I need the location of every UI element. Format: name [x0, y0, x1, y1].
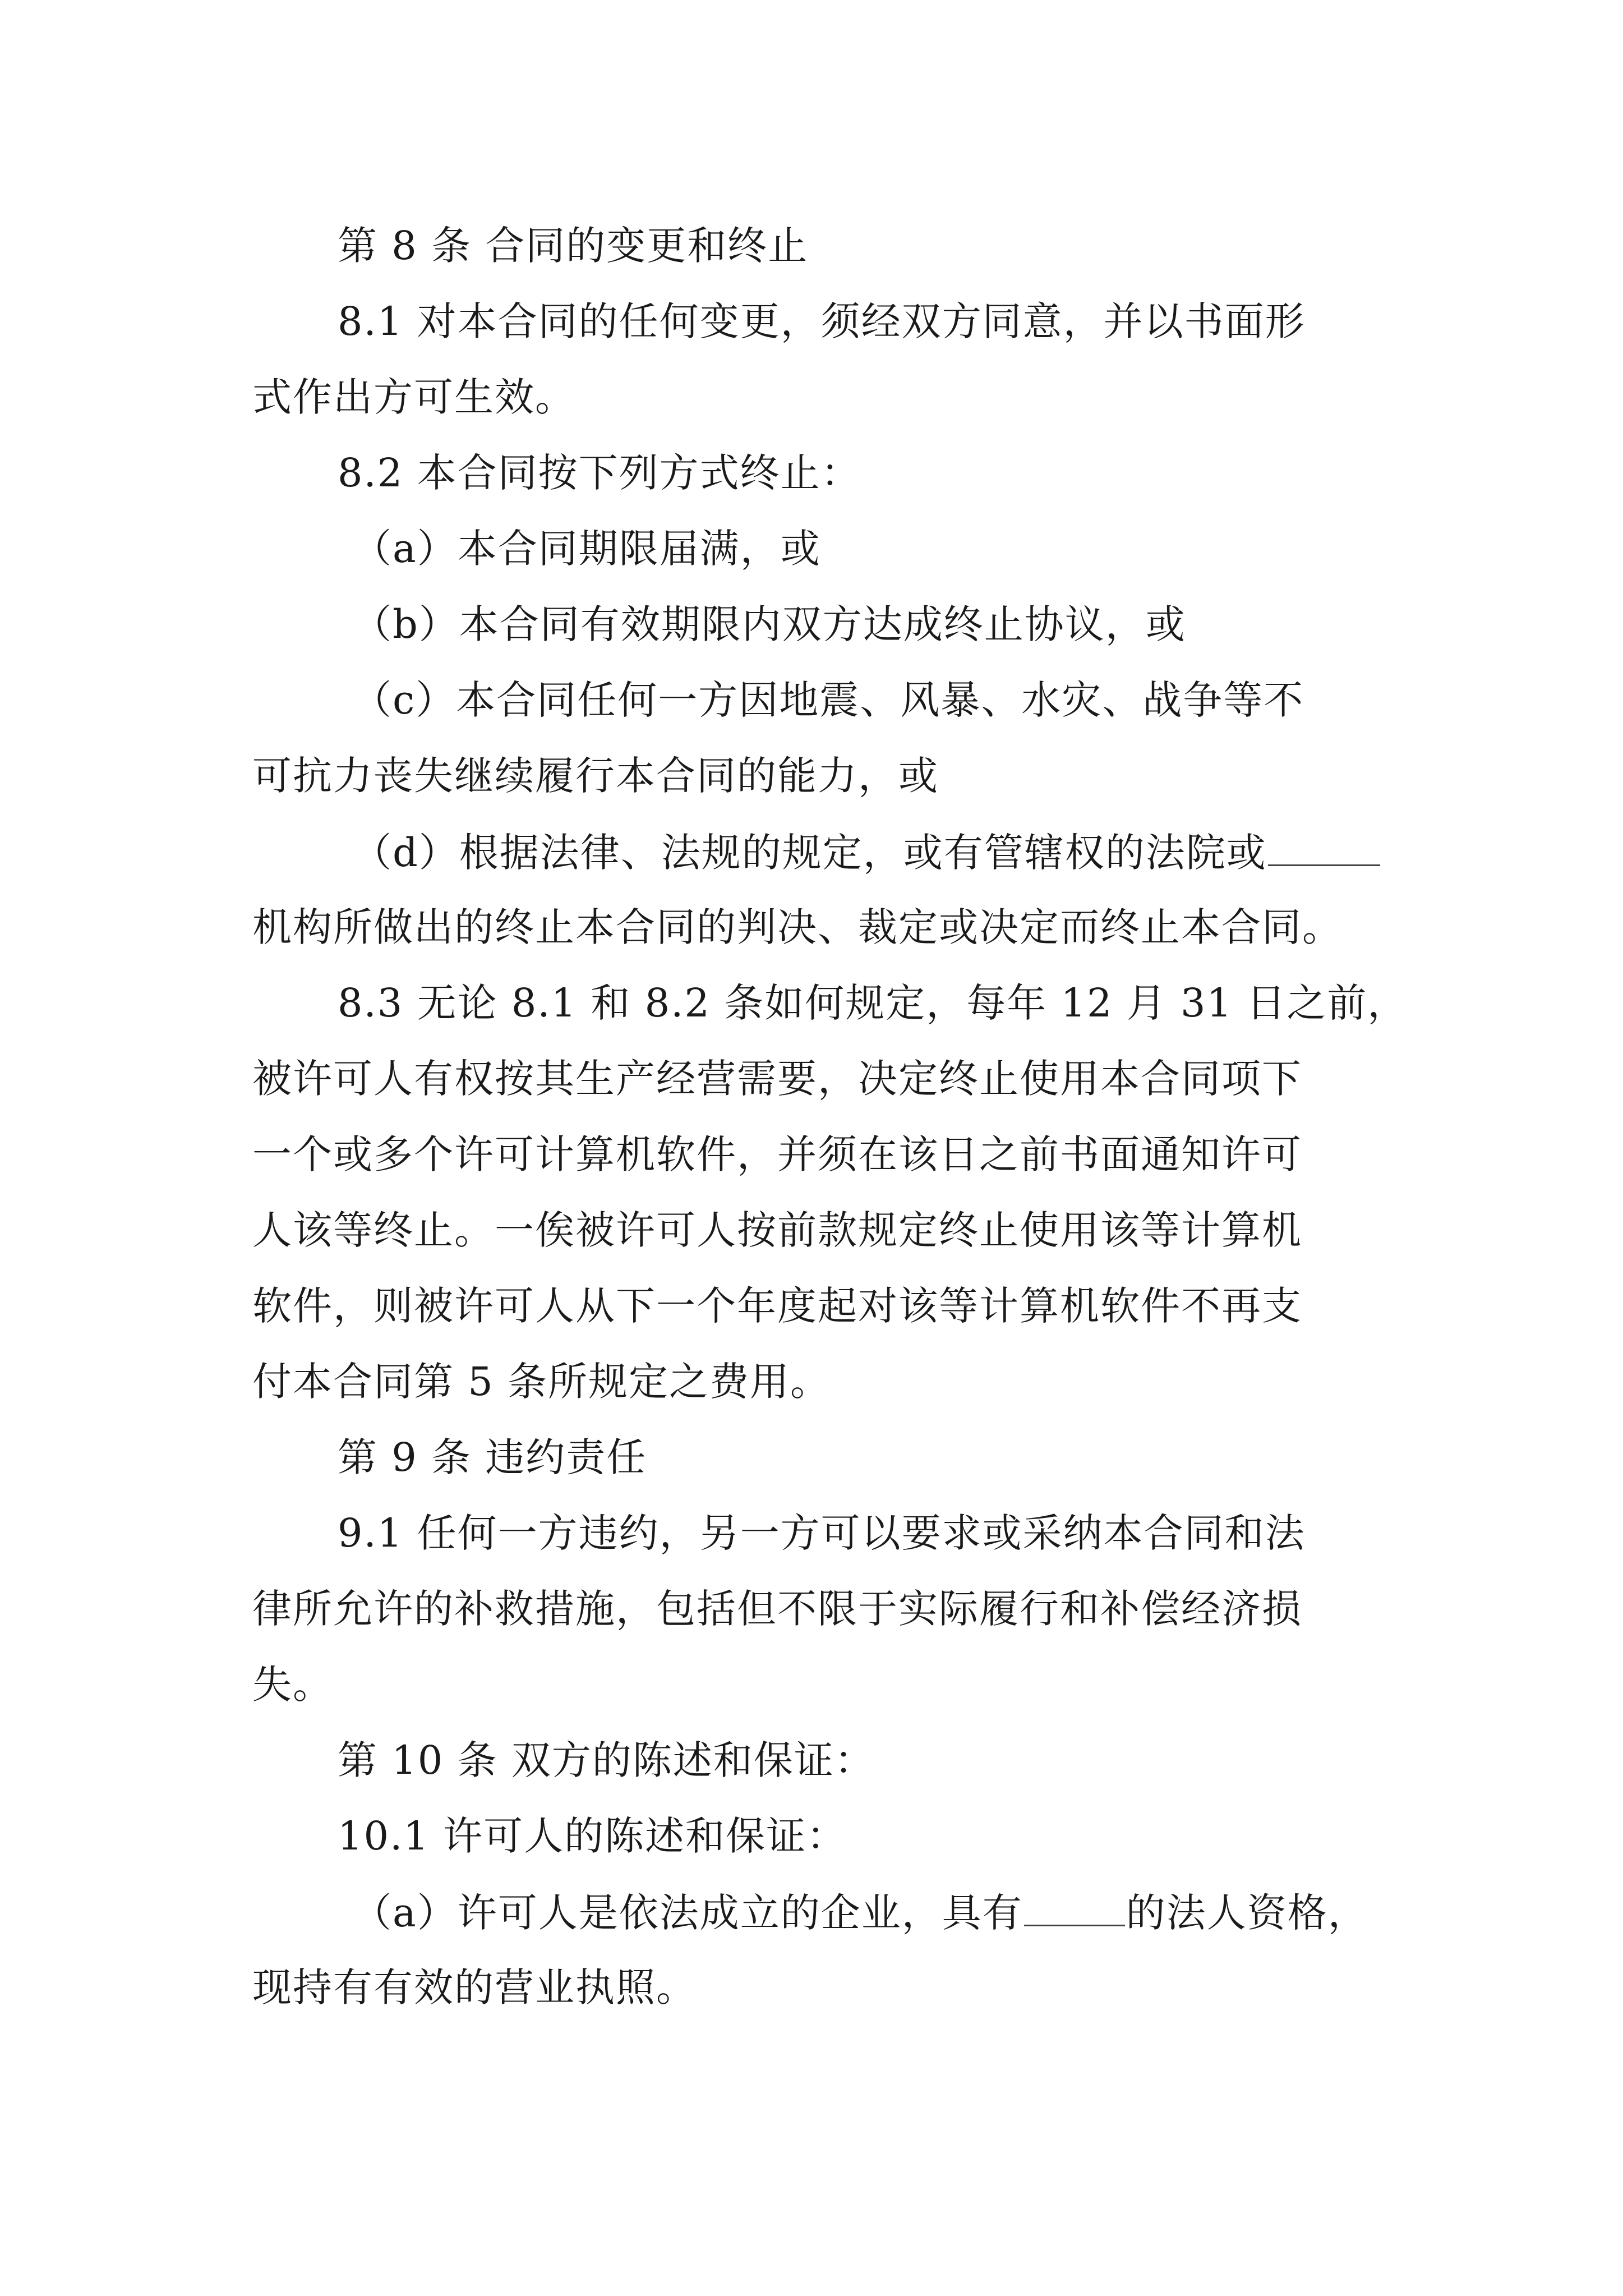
clause-8-2-c-line-2: 可抗力丧失继续履行本合同的能力，或: [252, 753, 939, 799]
clause-9-1-line-2: 律所允许的补救措施，包括但不限于实际履行和补偿经济损: [252, 1586, 1302, 1632]
article-8-heading: 第 8 条 合同的变更和终止: [338, 223, 809, 269]
blank-field-authority: [1268, 832, 1380, 866]
clause-8-3-line-5: 软件，则被许可人从下一个年度起对该等计算机软件不再支: [252, 1283, 1302, 1329]
clause-8-3-line-3: 一个或多个许可计算机软件，并须在该日之前书面通知许可: [252, 1131, 1302, 1177]
clause-8-2-d-line-1: [352, 830, 1381, 876]
article-9-heading: 第 9 条 违约责任: [338, 1434, 647, 1480]
clause-8-3-line-6: 付本合同第 5 条所规定之费用。: [252, 1359, 831, 1405]
clause-10-1-a-line-1: [352, 1890, 1368, 1936]
clause-8-3-line-4: 人该等终止。一俟被许可人按前款规定终止使用该等计算机: [252, 1207, 1302, 1253]
clause-10-1-a-text-before: （a）许可人是依法成立的企业，具有: [352, 1890, 1023, 1936]
clause-8-2-a: （a）本合同期限届满，或: [352, 526, 821, 572]
clause-8-3-line-1: 8.3 无论 8.1 和 8.2 条如何规定，每年 12 月 31 日之前，: [338, 980, 1408, 1026]
clause-9-1-line-1: 9.1 任何一方违约，另一方可以要求或采纳本合同和法: [338, 1510, 1306, 1556]
clause-8-2-c-line-1: （c）本合同任何一方因地震、风暴、水灾、战争等不: [352, 677, 1304, 723]
clause-8-2-heading: 8.2 本合同按下列方式终止：: [338, 450, 861, 496]
clause-9-1-line-3: 失。: [252, 1662, 333, 1708]
article-10-heading: 第 10 条 双方的陈述和保证：: [338, 1737, 875, 1783]
clause-8-3-line-2: 被许可人有权按其生产经营需要，决定终止使用本合同项下: [252, 1056, 1302, 1102]
clause-8-1-line-1: 8.1 对本合同的任何变更，须经双方同意，并以书面形: [338, 298, 1306, 344]
clause-10-1-a-line-2: 现持有有效的营业执照。: [252, 1964, 697, 2010]
clause-8-2-d-text: （d）根据法律、法规的规定，或有管辖权的法院或: [352, 830, 1267, 876]
clause-8-1-line-2: 式作出方可生效。: [252, 374, 575, 420]
clause-10-1-a-text-after: 的法人资格，: [1126, 1890, 1368, 1936]
blank-field-legal-status: [1024, 1892, 1125, 1926]
clause-8-2-b: （b）本合同有效期限内双方达成终止协议，或: [352, 601, 1186, 647]
clause-8-2-d-line-2: 机构所做出的终止本合同的判决、裁定或决定而终止本合同。: [252, 904, 1343, 950]
clause-10-1-heading: 10.1 许可人的陈述和保证：: [338, 1813, 847, 1859]
